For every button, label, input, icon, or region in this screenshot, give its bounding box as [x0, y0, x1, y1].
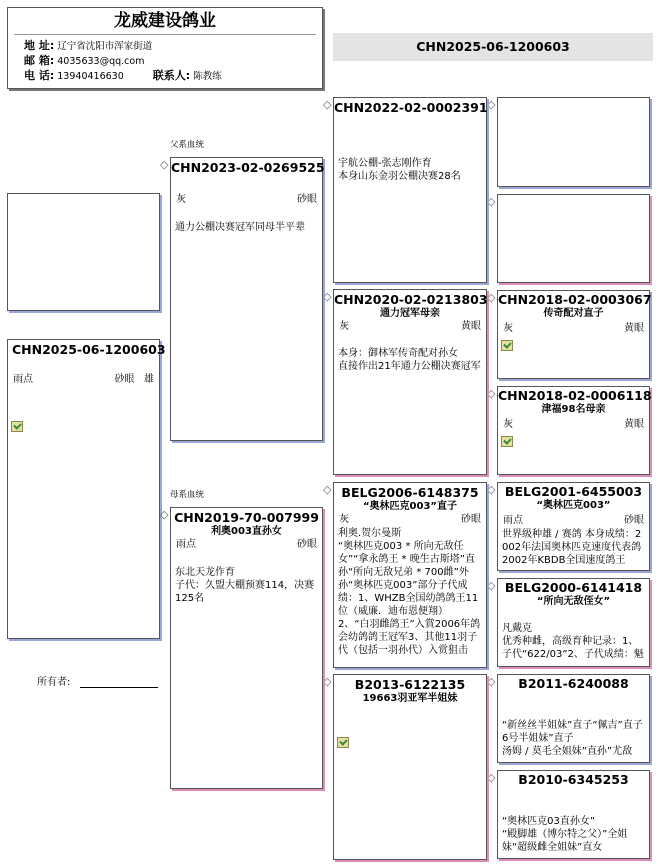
arrow-icon: ◇ [487, 771, 496, 784]
sire-sire-notes: 宇航公棚-张志刚作育 本身山东金羽公棚决赛28名 [338, 158, 461, 182]
sire-ring: CHN2023-02-0269525 [171, 160, 325, 175]
arrow-icon: ◇ [160, 158, 169, 171]
ddd-ring: B2010-6345253 [518, 772, 629, 787]
dss-eye: 砂眼 [624, 515, 644, 526]
breeder-title: 龙威建设鸽业 [14, 8, 316, 35]
sdd-eye: 黄眼 [624, 419, 644, 430]
sire-sire-card[interactable] [333, 97, 487, 283]
dsd-notes: 凡戴克 优秀种雌，高级育种记录：1、子代“622/03”2、子代成绩：魁 [502, 623, 644, 660]
sire-card[interactable] [170, 157, 323, 441]
sire-notes: 通力公棚决赛冠军同母半平辈 [175, 222, 305, 233]
sds-title: 传奇配对直子 [543, 308, 604, 319]
phone-label: 电 话: [24, 69, 55, 82]
dam-ring: CHN2019-70-007999 [174, 510, 319, 525]
sds-card[interactable] [497, 290, 650, 379]
arrow-icon: ◇ [487, 291, 496, 304]
arrow-icon: ◇ [487, 675, 496, 688]
breeder-header [7, 7, 323, 89]
owner-field[interactable] [80, 676, 158, 688]
dam-title: 利奥003直孙女 [211, 526, 282, 537]
pigeon-photo-frame [7, 193, 160, 311]
dds-notes: “新丝丝半姐妹”直子“佩吉”直子6号半姐妹”直子 汤姆 / 莫毛全姐妹”直孙”尤敌 [502, 720, 643, 757]
dam-sire-notes: 利奥.贺尔曼斯 “奥林匹克003 * 所向无敌任女”“拿永鸽王 * 晚生古斯塔”直孙“所向无敌兄弟 * 700雌”外孙“奥林匹克003”部分子代成绩：1、WHZB全国幼鸽鸽王11位（威廉．迪布恩便翔） 2、“白羽雌鸽王”入賞2006年鸽会幼鸽鸽王冠军3、其他11羽子代（包括一羽孙代）入赏狙击 [338, 528, 481, 656]
dam-card[interactable] [170, 507, 323, 789]
note-icon[interactable] [337, 737, 349, 748]
top-ring-number: CHN2025-06-1200603 [416, 39, 570, 54]
dds-card[interactable] [497, 674, 650, 763]
sds-color: 灰 [503, 323, 513, 334]
sire-dam-title: 通力冠军母亲 [380, 308, 440, 319]
dsd-card[interactable] [497, 578, 650, 667]
dam-sire-eye: 砂眼 [461, 514, 481, 525]
dds-ring: B2011-6240088 [518, 676, 629, 691]
address-line [24, 39, 322, 54]
email-value[interactable]: 4035633@qq.com [57, 56, 145, 67]
arrow-icon: ◇ [487, 98, 496, 111]
dsd-ring: BELG2000-6141418 [504, 580, 643, 595]
dss-title: “奥林匹克003” [536, 500, 611, 511]
sire-dam-color: 灰 [339, 321, 349, 332]
address-value: 辽宁省沈阳市浑家街道 [57, 41, 153, 52]
sire-line-label: 父系血统 [170, 140, 205, 150]
sire-dam-card[interactable] [333, 289, 487, 475]
sss-card[interactable] [497, 97, 650, 187]
dss-ring: BELG2001-6455003 [504, 484, 643, 499]
dam-dam-card[interactable] [333, 674, 487, 860]
sdd-ring: CHN2018-02-0006118 [498, 388, 652, 403]
subject-sex: 雄 [144, 374, 154, 385]
dam-line-label: 母系血统 [170, 490, 205, 500]
dam-notes: 东北天龙作育 子代：久盟大棚预赛114，决赛125名 [175, 567, 315, 604]
note-icon[interactable] [11, 421, 23, 432]
dam-sire-ring: BELG2006-6148375 [341, 485, 479, 500]
dam-color: 雨点 [176, 539, 196, 550]
dss-card[interactable] [497, 482, 650, 571]
sire-dam-eye: 黄眼 [461, 321, 481, 332]
sire-color: 灰 [176, 194, 186, 205]
arrow-icon: ◇ [487, 579, 496, 592]
owner-label: 所有者: [37, 677, 71, 688]
subject-color: 雨点 [13, 374, 33, 385]
sds-ring: CHN2018-02-0003067 [498, 292, 652, 307]
subject-ring: CHN2025-06-1200603 [12, 342, 166, 357]
dss-notes: 世界级种雄 / 赛鸽 本身成绩：2002年法国奥林匹克速度代表鸽2002年KBDB全国速度鸽王 [502, 529, 642, 566]
owner-line [37, 673, 158, 688]
email-label: 邮 箱: [24, 54, 55, 67]
arrow-icon: ◇ [323, 290, 332, 303]
note-icon[interactable] [501, 340, 513, 351]
dsd-title: “所向无敌侄女” [536, 596, 611, 607]
arrow-icon: ◇ [487, 195, 496, 208]
dam-sire-title: “奥林匹克003”直子 [362, 501, 458, 512]
contact-label: 联系人: [152, 69, 191, 82]
arrow-icon: ◇ [487, 483, 496, 496]
sire-dam-ring: CHN2020-02-0213803 [334, 292, 488, 307]
subject-card[interactable] [7, 339, 166, 639]
dam-dam-ring: B2013-6122135 [354, 677, 466, 692]
ssd-card[interactable] [497, 194, 650, 283]
arrow-icon: ◇ [487, 387, 496, 400]
ddd-notes: “奥林匹克03直孙女” “殿脚雄（博尔特之父）”全姐妹“超级雌全姐妹”直女 [502, 816, 628, 853]
note-icon[interactable] [501, 436, 513, 447]
arrow-icon: ◇ [323, 483, 332, 496]
top-ring-banner [333, 33, 653, 61]
phone-line [24, 69, 322, 84]
sdd-color: 灰 [503, 419, 513, 430]
dam-sire-color: 灰 [339, 514, 349, 525]
contact-value: 陈教练 [193, 71, 222, 82]
arrow-icon: ◇ [160, 508, 169, 521]
sdd-card[interactable] [497, 386, 650, 475]
arrow-icon: ◇ [323, 98, 332, 111]
dam-eye: 砂眼 [297, 539, 317, 550]
dam-dam-title: 19663羽亚军半姐妹 [362, 693, 458, 704]
address-label: 地 址: [24, 39, 55, 52]
sdd-title: 津福98名母亲 [541, 404, 606, 415]
sire-dam-notes: 本身：御林军传奇配对孙女 直接作出21年通力公棚决赛冠军 [338, 348, 481, 372]
sds-eye: 黄眼 [624, 323, 644, 334]
subject-eye: 砂眼 [114, 374, 135, 385]
ddd-card[interactable] [497, 770, 650, 859]
sire-sire-ring: CHN2022-02-0002391 [334, 100, 488, 115]
email-line [24, 54, 322, 69]
dss-color: 雨点 [503, 515, 523, 526]
phone-value: 13940416630 [57, 71, 124, 82]
sire-eye: 砂眼 [297, 194, 317, 205]
dam-sire-card[interactable] [333, 482, 487, 668]
arrow-icon: ◇ [323, 675, 332, 688]
